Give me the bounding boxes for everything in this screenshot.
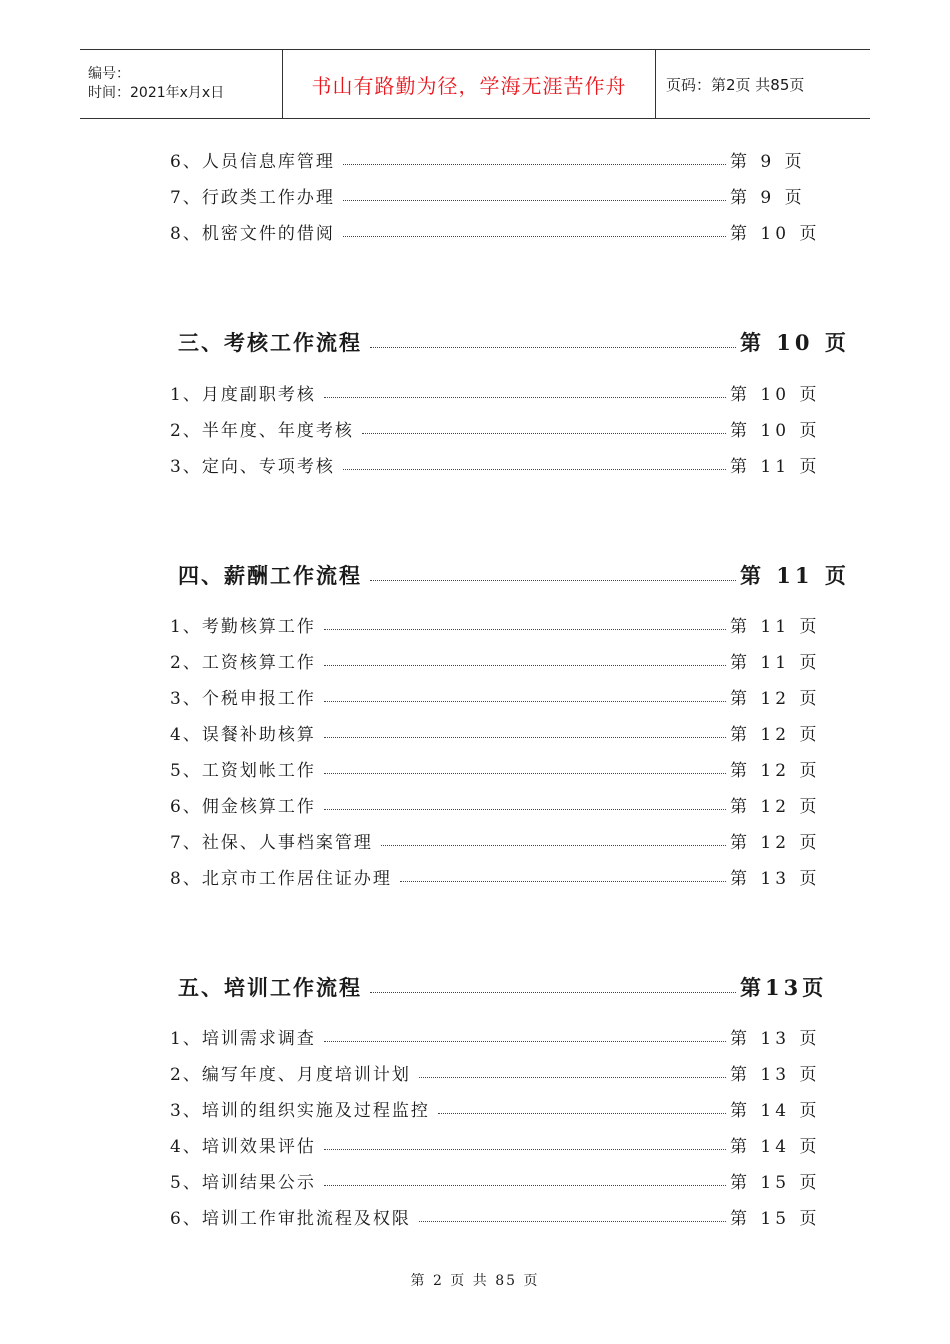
toc-title: 7、行政类工作办理 (170, 188, 335, 208)
toc-title: 5、培训结果公示 (170, 1173, 316, 1193)
toc-title: 2、编写年度、月度培训计划 (170, 1065, 411, 1085)
toc-page-number: 第 13 页 (730, 1029, 821, 1049)
toc-page-number: 第 13 页 (730, 869, 821, 889)
toc-page-number: 第 11 页 (740, 563, 850, 588)
toc-title: 4、培训效果评估 (170, 1137, 316, 1157)
toc-leader-dots (324, 700, 726, 702)
toc-page-number: 第13页 (740, 975, 828, 1000)
toc-item-row (170, 1204, 821, 1229)
toc-item-row (170, 147, 810, 172)
toc-leader-dots (370, 579, 736, 581)
toc-leader-dots (343, 199, 726, 201)
toc-title: 6、培训工作审批流程及权限 (170, 1209, 411, 1229)
toc-leader-dots (324, 808, 726, 810)
toc-title: 8、北京市工作居住证办理 (170, 869, 392, 889)
toc-leader-dots (324, 772, 726, 774)
toc-item-row (170, 684, 821, 709)
page-header (80, 49, 870, 119)
toc-item-row (170, 612, 821, 637)
toc-leader-dots (324, 1040, 726, 1042)
toc-leader-dots (343, 468, 726, 470)
toc-section-row (178, 560, 850, 590)
toc-title: 3、个税申报工作 (170, 689, 316, 709)
toc-item-row (170, 1168, 821, 1193)
toc-page-number: 第 15 页 (730, 1209, 821, 1229)
toc-title: 三、考核工作流程 (178, 330, 362, 355)
serial-label: 编号： (88, 66, 130, 82)
toc-page-number: 第 9 页 (730, 152, 806, 172)
toc-leader-dots (370, 346, 736, 348)
toc-title: 1、月度副职考核 (170, 385, 316, 405)
toc-title: 6、佣金核算工作 (170, 797, 316, 817)
toc-page-number: 第 12 页 (730, 725, 821, 745)
toc-page-number: 第 10 页 (740, 330, 850, 355)
toc-page-number: 第 12 页 (730, 689, 821, 709)
toc-leader-dots (419, 1076, 726, 1078)
toc-page-number: 第 10 页 (730, 224, 821, 244)
toc-item-row (170, 1060, 821, 1085)
toc-page-number: 第 12 页 (730, 833, 821, 853)
toc-leader-dots (343, 163, 726, 165)
toc-title: 4、误餐补助核算 (170, 725, 316, 745)
toc-item-row (170, 1024, 821, 1049)
toc-title: 5、工资划帐工作 (170, 761, 316, 781)
toc-item-row (170, 1096, 821, 1121)
toc-leader-dots (324, 1148, 726, 1150)
toc-item-row (170, 1132, 821, 1157)
toc-title: 3、培训的组织实施及过程监控 (170, 1101, 430, 1121)
toc-item-row (170, 219, 821, 244)
toc-section-row (178, 972, 830, 1002)
toc-page-number: 第 10 页 (730, 385, 821, 405)
header-meta (80, 50, 282, 118)
toc-page-number: 第 10 页 (730, 421, 821, 441)
toc-title: 四、薪酬工作流程 (178, 563, 362, 588)
toc-item-row (170, 756, 821, 781)
header-page-info: 页码：第2页 共85页 (666, 75, 805, 94)
toc-page-number: 第 14 页 (730, 1101, 821, 1121)
toc-item-row (170, 183, 810, 208)
toc-title: 2、半年度、年度考核 (170, 421, 354, 441)
toc-title: 1、考勤核算工作 (170, 617, 316, 637)
toc-page-number: 第 11 页 (730, 617, 821, 637)
toc-leader-dots (400, 880, 726, 882)
toc-title: 7、社保、人事档案管理 (170, 833, 373, 853)
toc-page-number: 第 12 页 (730, 761, 821, 781)
toc-item-row (170, 648, 821, 673)
toc-page-number: 第 11 页 (730, 653, 821, 673)
toc-item-row (170, 380, 821, 405)
toc-title: 1、培训需求调查 (170, 1029, 316, 1049)
toc-page-number: 第 12 页 (730, 797, 821, 817)
toc-page-number: 第 15 页 (730, 1173, 821, 1193)
toc-leader-dots (370, 991, 736, 993)
toc-section-row (178, 327, 850, 357)
page-footer: 第 2 页 共 85 页 (410, 1273, 540, 1289)
toc-leader-dots (343, 235, 726, 237)
toc-title: 2、工资核算工作 (170, 653, 316, 673)
toc-page-number: 第 13 页 (730, 1065, 821, 1085)
toc-item-row (170, 792, 821, 817)
toc-leader-dots (381, 844, 726, 846)
toc-title: 五、培训工作流程 (178, 975, 362, 1000)
toc-leader-dots (419, 1220, 726, 1222)
toc-leader-dots (324, 664, 726, 666)
toc-item-row (170, 828, 821, 853)
toc-page-number: 第 14 页 (730, 1137, 821, 1157)
toc-leader-dots (324, 736, 726, 738)
toc-leader-dots (438, 1112, 726, 1114)
toc-leader-dots (362, 432, 726, 434)
toc-title: 3、定向、专项考核 (170, 457, 335, 477)
toc-page-number: 第 9 页 (730, 188, 806, 208)
time-label: 时间：2021年x月x日 (88, 85, 225, 101)
toc-item-row (170, 452, 821, 477)
toc-leader-dots (324, 396, 726, 398)
toc-title: 8、机密文件的借阅 (170, 224, 335, 244)
toc-page-number: 第 11 页 (730, 457, 821, 477)
toc-item-row (170, 416, 821, 441)
header-motto: 书山有路勤为径，学海无涯苦作舟 (282, 50, 656, 118)
toc-item-row (170, 720, 821, 745)
toc-leader-dots (324, 628, 726, 630)
toc-leader-dots (324, 1184, 726, 1186)
toc-item-row (170, 864, 821, 889)
toc-title: 6、人员信息库管理 (170, 152, 335, 172)
